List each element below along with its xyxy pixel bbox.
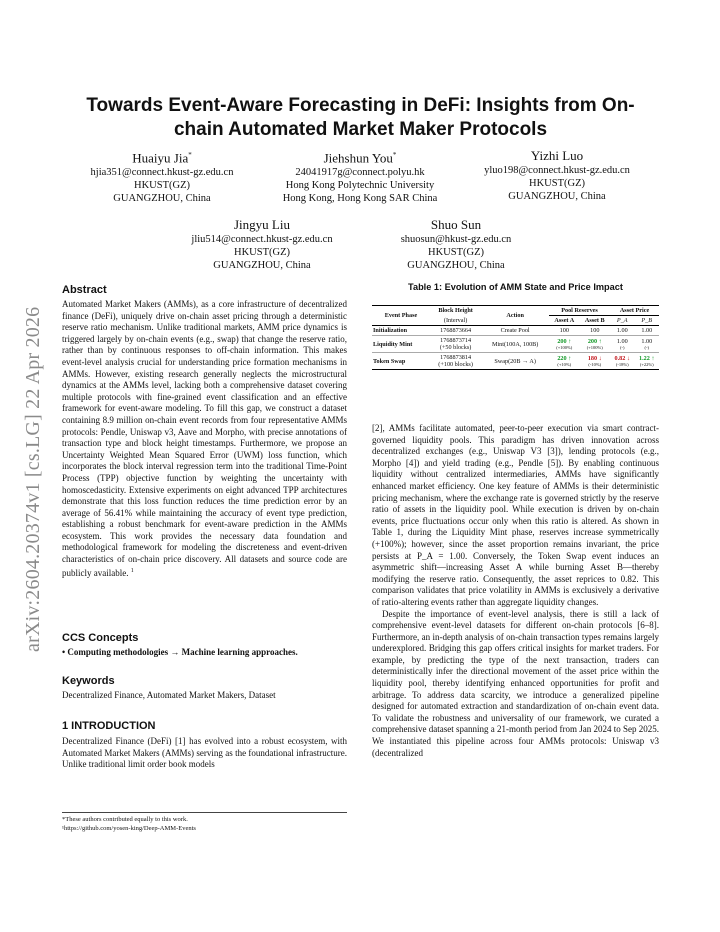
paragraph: [2], AMMs facilitate automated, peer-to-peer execution via smart contract-governed liquidity pools. This paradigm has driven innovation across decentralized exchanges (e.g., Uniswap V3 [3]), lending protocols (e.g., Morpho [4]) and yield trading (e.g., Pendle [5]). By enabling continuous liquidity without centralized intermediaries, AMMs have significantly enhanced market efficiency. One key feature of AMMs is their deterministic pricing mechanism, where the exchange rate is governed strictly by the reserve ratio of assets in the liquidity pool. While execution is driven by on-chain events, price fluctuations occur only when this ratio is altered. As shown in Table 1, during the Liquidity Mint phase, reserves increase symmetrically (+100%); however, since the asset proportion remains invariant, the price persists at P_A = 1.00. Conversely, the Token Swap event induces an asymmetric shift—increasing Asset A while burning Asset B—thereby modifying the reserve ratio. Consequently, the asset reprices to 0.82. This comparison validates that price volatility in AMMs is exclusively a derivative of ratio-altering events rather than aggregate liquidity changes. [372,423,659,607]
intro-paragraph: Decentralized Finance (DeFi) [1] has evolved into a robust ecosystem, with Automated Market Makers (AMMs) serving as the foundational infrastructure. Unlike traditional limit order book models [62,736,347,770]
cell-asset-a: 220 ↑ (+10%) [557,355,572,367]
col-header-height: Block Height [438,307,473,315]
author-location: GUANGZHOU, China [407,260,505,271]
author-block [260,147,460,205]
table-caption: Table 1: Evolution of AMM State and Price Impact [408,282,623,292]
col-header-pb: P_B [641,317,653,324]
author-email[interactable]: 24041917g@connect.polyu.hk [295,167,425,179]
cell-asset-b: 200 ↑ (+100%) [586,338,603,350]
cell-action: Swap(20B → A) [494,357,536,365]
cell-pb: 1.00 [641,327,653,334]
cell-height: 1768873664 [440,327,472,334]
keywords-section [62,675,347,702]
author-location: GUANGZHOU, China [213,260,311,271]
cell-asset-a: 200 ↑ (+100%) [556,338,573,350]
author-block [162,216,362,272]
author-name: Shuo Sun [430,217,482,232]
col-header-price: Asset Price [610,306,659,316]
author-name: Jingyu Liu [234,217,290,232]
arxiv-identifier [12,252,52,672]
abstract-text: Automated Market Makers (AMMs), as a core infrastructure of decentralized finance (DeFi), uniquely drive on-chain asset pricing through a deterministic reserve ratio mechanism. Unlike traditional markets, AMM price dynamics is triggered largely by on-chain events (e.g., swap) that change the reserve ratio, rather than by continuous responses to off-chain information. This makes event-level analysis crucial for understanding price formation mechanisms in AMMs. However, existing research generally neglects the microstructural dynamics at the AMMs level, lacking both a comprehensive dataset covering multiple protocols with fine-grained event classification and an effective framework for event-aware modeling. To fill this gap, we construct a dataset containing 8.9 million on-chain event records from four representative AMMs protocols: Pendle, Uniswap v3, Aave and Morpho, with precise annotations of transaction type and block height timestamps. Furthermore, we propose an Uncertainty Weighted Mean Squared Error (UWM) loss function, which incorporates the block interval regression term into the traditional Time-Point Process (TPP) objective function by weighting the uncertainty with homoscedasticity. Extensive experiments on eight advanced TPP architectures demonstrate that this loss function reduces the time prediction error by an average of 56.41% while maintaining the accuracy of event type prediction, establishing a robust benchmark for event-aware prediction in the AMMs ecosystem. This work provides the necessary data foundation and methodological framework for modeling the discreteness and event-driven characteristics of on-chain price discovery. All datasets and source code are publicly available. $^1$ [62,299,347,578]
col-header-pa: P_A [616,317,628,324]
author-block [62,147,262,205]
table-row [372,353,659,370]
cell-asset-b: 180 ↓ (-10%) [587,355,602,367]
col-header-asset-a: Asset A [554,317,575,324]
col-header-action: Action [506,312,524,319]
ccs-text: • Computing methodologies → Machine learning approaches. [62,647,298,657]
col-header-asset-b: Asset B [584,317,605,324]
table-row [372,326,659,336]
right-column-text [372,423,659,759]
author-email[interactable]: yluo198@connect.hkust-gz.edu.cn [484,165,630,176]
abstract-section [62,284,347,579]
footnotes [62,812,347,833]
author-affiliation: HKUST(GZ) [529,178,585,189]
paper-title: Towards Event-Aware Forecasting in DeFi: Insights from On-chain Automated Market Maker Protocols [86,95,635,140]
author-email[interactable]: hjia351@connect.hkust-gz.edu.cn [90,167,234,179]
cell-height: 1768873814 (+100 blocks) [438,354,473,368]
author-location: GUANGZHOU, China [508,191,606,202]
cell-asset-a: 100 [559,327,569,334]
col-header-phase: Event Phase [384,312,418,319]
abstract-heading: Abstract [62,284,107,296]
author-block [457,147,657,203]
author-location: Hong Kong, Hong Kong SAR China [282,193,438,205]
col-header-interval: (Interval) [443,316,468,324]
cell-phase: Initialization [373,327,408,334]
arxiv-label: arXiv:2604.20374v1 [cs.LG] 22 Apr 2026 [22,306,44,652]
cell-pa: 1.00 [616,327,628,334]
paragraph: Despite the importance of event-level analysis, there is still a lack of comprehensive event-level datasets for different on-chain protocols [6–8]. Furthermore, an in-depth analysis of on-chain transaction types remains largely underexplored. Bridging this gap offers critical insights for market traders. For example, by predicting the type of the next transaction, traders can deterministically infer the directional movement of the asset price within the liquidity pool, thereby identifying enhanced opportunities for profit and arbitrage. To address data scarcity, we introduce a generalized pipeline designed for automated extraction and standardization of on-chain event data. To validate the robustness and universality of our framework, we curated a comprehensive dataset spanning a 21-month period from Jan 2024 to Sep 2025. We instantiated this pipeline across four AMMs protocols: Uniswap v3 (decentralized [372,608,659,758]
cell-height: 1768873714 (+50 blocks) [439,337,472,351]
cell-pa: 0.82 ↓ (-18%) [614,355,630,367]
cell-action: Mint(100A, 100B) [491,340,539,348]
footnote-equal-contribution: *These authors contributed equally to this work. [62,816,188,823]
cell-pb: 1.22 ↑ (+22%) [639,355,655,367]
author-block [356,216,556,272]
author-affiliation: HKUST(GZ) [428,247,484,258]
ccs-heading: CCS Concepts [62,632,139,644]
keywords-text: Decentralized Finance, Automated Market Makers, Dataset [62,690,276,700]
table-row [372,336,659,353]
author-affiliation: Hong Kong Polytechnic University [285,180,435,192]
author-name: Jiehshun You* [323,150,397,166]
author-email[interactable]: jliu514@connect.hkust-gz.edu.cn [191,234,333,245]
author-email[interactable]: shuosun@hkust-gz.edu.cn [400,234,512,245]
author-name: Huaiyu Jia* [132,150,192,166]
author-name: Yizhi Luo [530,148,584,163]
author-affiliation: HKUST(GZ) [234,247,290,258]
intro-heading: 1 INTRODUCTION [62,720,156,732]
cell-asset-b: 100 [590,327,600,334]
keywords-heading: Keywords [62,675,115,687]
cell-phase: Token Swap [373,357,406,365]
cell-pb: 1.00 (-) [641,338,653,350]
col-header-reserves: Pool Reserves [549,306,610,316]
cell-action: Create Pool [500,327,530,334]
author-location: GUANGZHOU, China [113,193,211,205]
cell-phase: Liquidity Mint [373,340,413,348]
author-affiliation: HKUST(GZ) [134,180,190,192]
amm-table [372,305,659,370]
footnote-url[interactable]: ¹https://github.com/yosen-king/Deep-AMM-Events [62,825,196,832]
ccs-section [62,632,347,659]
intro-section [62,720,347,771]
cell-pa: 1.00 (-) [616,338,628,350]
